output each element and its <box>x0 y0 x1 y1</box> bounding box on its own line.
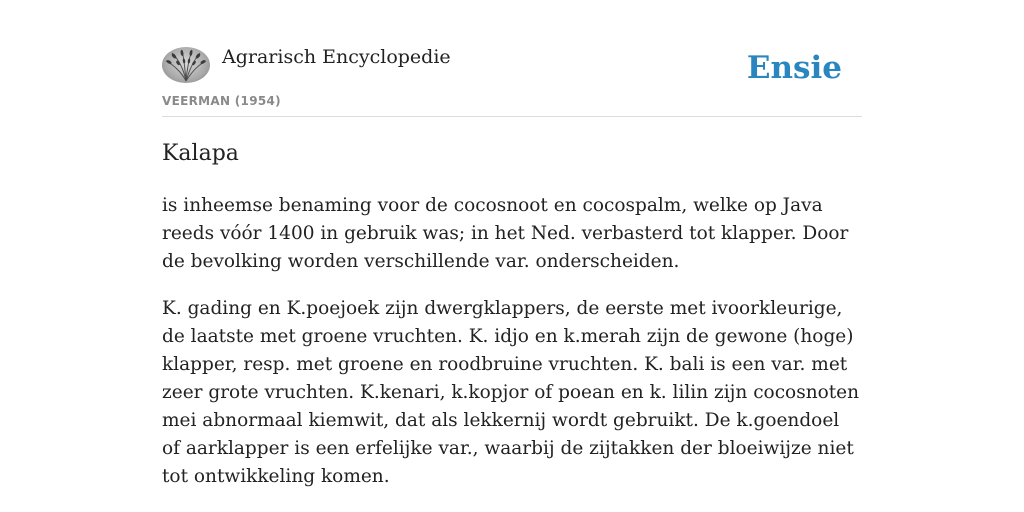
page-container <box>162 0 862 487</box>
entry-body <box>162 192 862 510</box>
book-title[interactable]: Agrarisch Encyclopedie <box>222 46 451 68</box>
author-label: VEERMAN (1954) <box>162 94 281 108</box>
entry-title: Kalapa <box>162 141 239 166</box>
brand-logo[interactable]: Ensie <box>746 50 842 86</box>
entry-paragraph: is inheemse benaming voor de cocosnoot en cocospalm, welke op Java reeds vóór 1400 in gebruik was; in het Ned. verbasterd tot klapper. Door de bevolking worden verschillende var. onderscheiden. <box>162 195 849 272</box>
entry-paragraph: K. gading en K.poejoek zijn dwergklappers, de eerste met ivoorkleurige, de laatste met groene vruchten. K. idjo en k.merah zijn de gewone (hoge) klapper, resp. met groene en roodbruine vruchten. K. bali is een var. met zeer grote vruchten. K.kenari, k.kopjor of poean en k. lilin zijn cocosnoten mei abnormaal kiemwit, dat als lekkernij wordt gebruikt. De k.goendoel of aarklapper is een erfelijke var., waarbij de zijtakken der bloeiwijze niet tot ontwikkeling komen. <box>162 298 860 487</box>
header <box>162 0 862 117</box>
wheat-logo-icon[interactable] <box>162 47 210 83</box>
